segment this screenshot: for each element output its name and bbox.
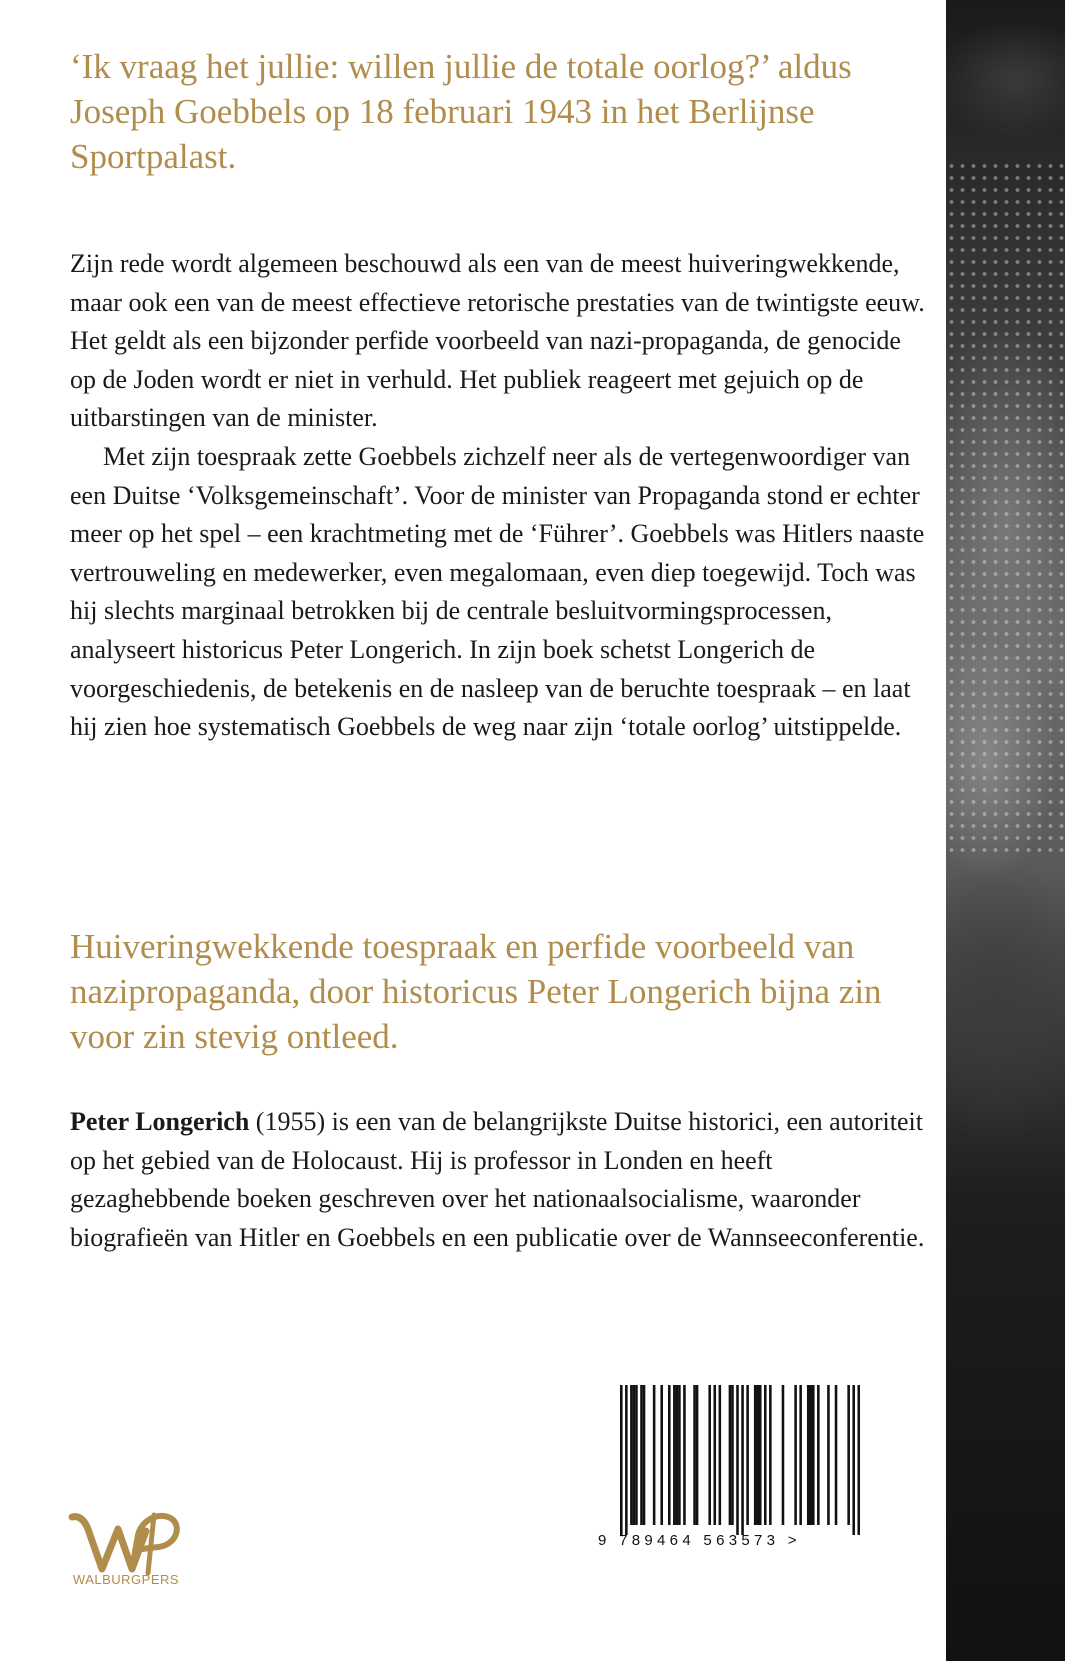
publisher-name: WALBURGPERS bbox=[72, 1572, 180, 1587]
barcode-bar bbox=[653, 1385, 656, 1525]
barcode-bar bbox=[809, 1385, 812, 1525]
barcode-bars bbox=[620, 1385, 860, 1535]
barcode-bar bbox=[756, 1385, 759, 1525]
barcode-bar bbox=[630, 1385, 633, 1525]
barcode-bar bbox=[678, 1385, 681, 1525]
blurb-paragraph-2: Met zijn toespraak zette Goebbels zichzelf neer als de vertegenwoordiger van een Duitse ‘Volksgemeinschaft’. Voor de minister van Propaganda stond er echter meer op het spel – een krachtmeting met de ‘Führer’. Goebbels was Hitlers naaste vertrouweling en medewerker, even megalomaan, even diep toegewijd. Toch was hij slechts marginaal betrokken bij de centrale besluitvormingsprocessen, analyseert historicus Peter Longerich. In zijn boek schetst Longerich de voorgeschiedenis, de betekenis en de nasleep van de beruchte toespraak – en laat hij zien hoe systematisch Goebbels de weg naar zijn ‘totale oorlog’ uitstippelde. bbox=[70, 441, 925, 742]
barcode-bar bbox=[764, 1385, 767, 1525]
lead-quote: ‘Ik vraag het jullie: willen jullie de totale oorlog?’ aldus Joseph Goebbels op 18 februari 1943 in het Berlijnse Sportpalast. bbox=[70, 47, 852, 176]
barcode-bar bbox=[696, 1385, 699, 1525]
barcode-bar bbox=[620, 1385, 623, 1535]
pull-quote: Huiveringwekkende toespraak en perfide voorbeeld van nazipropaganda, door historicus Peter Longerich bijna zin voor zin stevig ontleed. bbox=[70, 927, 882, 1056]
barcode-digits: 9 789464 563573 > bbox=[598, 1532, 801, 1549]
cover-photo-strip bbox=[946, 0, 1065, 1661]
barcode-bar bbox=[857, 1385, 860, 1535]
barcode-bar bbox=[633, 1385, 636, 1525]
author-bio-text: (1955) is een van de belangrijkste Duitse historici, een autoriteit op het gebied van de Holocaust. Hij is professor in Londen en heeft gezaghebbende boeken geschreven over het nationaalsocialisme, waaronder biografieën van Hitler en Goebbels en een publicatie over de Wannseeconferentie. bbox=[70, 1107, 925, 1252]
barcode-bar bbox=[794, 1385, 797, 1525]
barcode-bar bbox=[729, 1385, 732, 1525]
barcode-bar bbox=[673, 1385, 676, 1525]
barcode-bar bbox=[817, 1385, 820, 1525]
blurb-body bbox=[70, 245, 930, 747]
barcode-bar bbox=[676, 1385, 679, 1525]
barcode-bar bbox=[754, 1385, 757, 1525]
barcode-bar bbox=[693, 1385, 696, 1525]
author-name: Peter Longerich bbox=[70, 1107, 250, 1136]
barcode-bar bbox=[736, 1385, 739, 1535]
barcode-bar bbox=[746, 1385, 749, 1525]
barcode-bar bbox=[807, 1385, 810, 1525]
barcode-bar bbox=[731, 1385, 734, 1525]
barcode-bar bbox=[847, 1385, 850, 1525]
crowd-photo-texture bbox=[946, 160, 1065, 860]
barcode-bar bbox=[708, 1385, 711, 1525]
barcode-bar bbox=[852, 1385, 855, 1535]
barcode-bar bbox=[713, 1385, 716, 1525]
barcode-bar bbox=[668, 1385, 671, 1525]
barcode-bar bbox=[827, 1385, 830, 1525]
barcode-bar bbox=[635, 1385, 638, 1525]
barcode-bar bbox=[660, 1385, 663, 1525]
barcode-bar bbox=[835, 1385, 838, 1525]
barcode-bar bbox=[799, 1385, 802, 1525]
barcode-bar bbox=[719, 1385, 722, 1525]
barcode-bar bbox=[643, 1385, 646, 1525]
author-bio bbox=[70, 1103, 930, 1257]
barcode-bar bbox=[625, 1385, 628, 1535]
barcode-bar bbox=[782, 1385, 785, 1525]
isbn-barcode bbox=[598, 1385, 888, 1565]
barcode-bar bbox=[759, 1385, 762, 1525]
barcode-bar bbox=[640, 1385, 643, 1525]
barcode-bar bbox=[741, 1385, 744, 1535]
barcode-bar bbox=[812, 1385, 815, 1525]
barcode-bar bbox=[683, 1385, 686, 1525]
blurb-paragraph-1: Zijn rede wordt algemeen beschouwd als een van de meest huiveringwekkende, maar ook een van de meest effectieve retorische prestaties van de twintigste eeuw. Het geldt als een bijzonder perfide voorbeeld van nazi-propaganda, de genocide op de Joden wordt er niet in verhuld. Het publiek reageert met gejuich op de uitbarstingen van de minister. bbox=[70, 249, 925, 433]
barcode-bar bbox=[769, 1385, 772, 1525]
